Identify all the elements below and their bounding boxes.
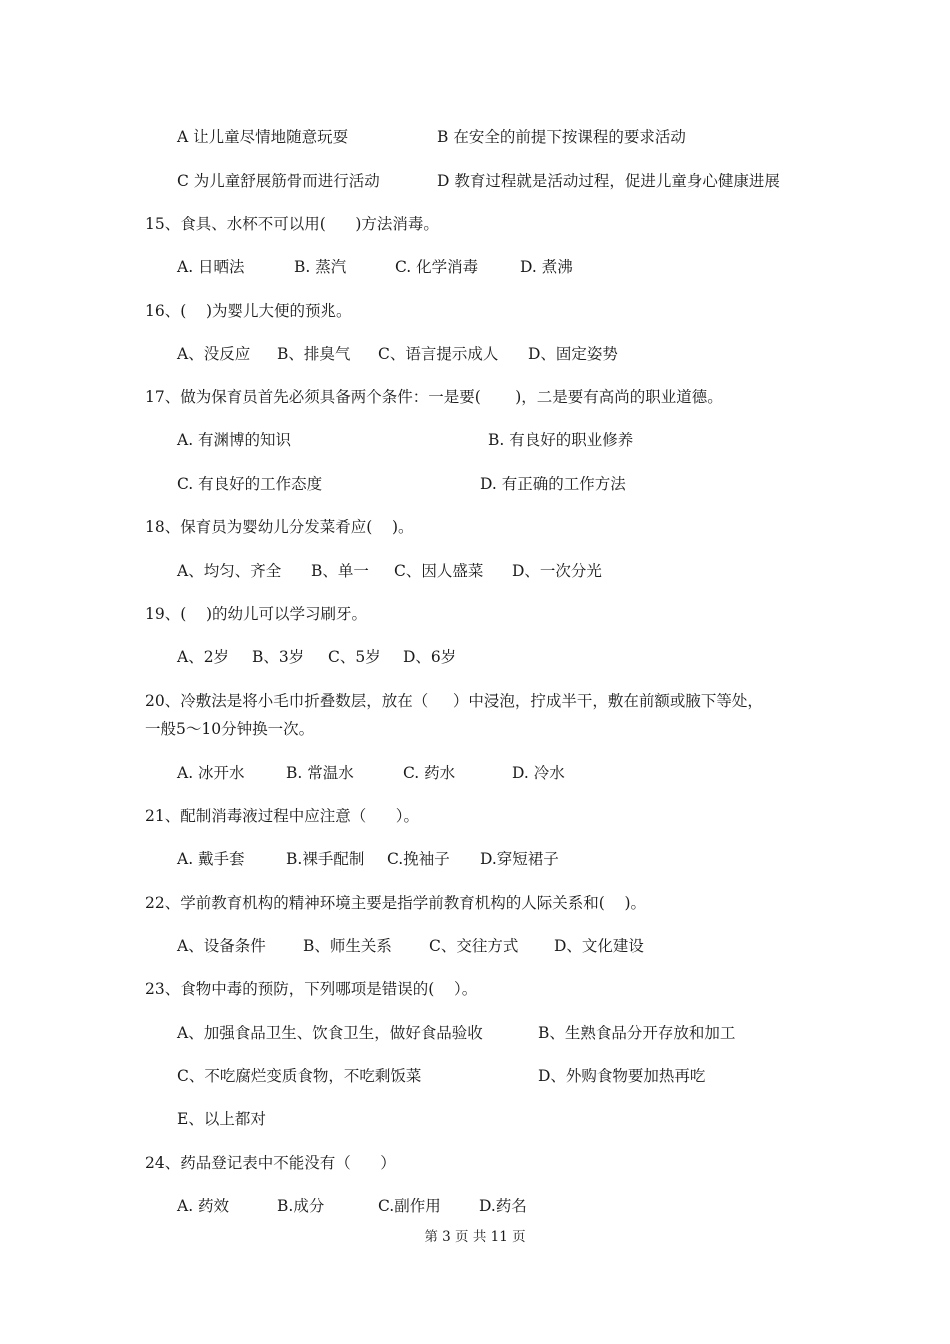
question-16: 16、( )为婴儿大便的预兆。 xyxy=(145,302,352,320)
q16-option-a: A、没反应 xyxy=(177,345,251,363)
page-number-footer: 第 3 页 共 11 页 xyxy=(424,1229,526,1245)
q21-option-d: D.穿短裙子 xyxy=(480,850,559,868)
q24-option-a: A. 药效 xyxy=(177,1197,230,1215)
q20-option-d: D. 冷水 xyxy=(512,764,565,782)
q20-option-c: C. 药水 xyxy=(403,764,456,782)
q21-option-b: B.裸手配制 xyxy=(286,850,365,868)
question-21: 21、配制消毒液过程中应注意（ ）。 xyxy=(145,807,420,825)
q15-option-b: B. 蒸汽 xyxy=(294,258,347,276)
q14-option-a: A 让儿童尽情地随意玩耍 xyxy=(177,128,349,146)
question-20: 20、冷敷法是将小毛巾折叠数层，放在（ ）中浸泡，拧成半干，敷在前额或腋下等处， xyxy=(145,692,763,710)
q17-option-b: B. 有良好的职业修养 xyxy=(488,431,634,449)
q23-option-c: C、不吃腐烂变质食物，不吃剩饭菜 xyxy=(177,1067,422,1085)
question-22: 22、学前教育机构的精神环境主要是指学前教育机构的人际关系和( )。 xyxy=(145,894,647,912)
q22-option-c: C、交往方式 xyxy=(429,937,519,955)
question-15: 15、食具、水杯不可以用( )方法消毒。 xyxy=(145,215,439,233)
q24-option-d: D.药名 xyxy=(479,1197,527,1215)
q17-option-d: D. 有正确的工作方法 xyxy=(480,475,626,493)
q23-option-b: B、生熟食品分开存放和加工 xyxy=(538,1024,736,1042)
q14-option-b: B 在安全的前提下按课程的要求活动 xyxy=(437,128,686,146)
q24-option-c: C.副作用 xyxy=(378,1197,441,1215)
q14-option-c: C 为儿童舒展筋骨而进行活动 xyxy=(177,172,380,190)
q19-option-c: C、5岁 xyxy=(328,648,381,666)
q16-option-c: C、语言提示成人 xyxy=(378,345,499,363)
q16-option-b: B、排臭气 xyxy=(277,345,351,363)
q20-option-a: A. 冰开水 xyxy=(177,764,245,782)
q14-option-d: D 教育过程就是活动过程，促进儿童身心健康进展 xyxy=(437,172,780,190)
q19-option-d: D、6岁 xyxy=(403,648,457,666)
q18-option-d: D、一次分光 xyxy=(512,562,602,580)
question-24: 24、药品登记表中不能没有（ ） xyxy=(145,1154,396,1172)
q15-option-c: C. 化学消毒 xyxy=(395,258,479,276)
q22-option-a: A、设备条件 xyxy=(177,937,266,955)
q20-option-b: B. 常温水 xyxy=(286,764,354,782)
question-19: 19、( )的幼儿可以学习刷牙。 xyxy=(145,605,368,623)
q17-option-c: C. 有良好的工作态度 xyxy=(177,475,323,493)
q23-option-a: A、加强食品卫生、饮食卫生，做好食品验收 xyxy=(177,1024,483,1042)
question-23: 23、食物中毒的预防，下列哪项是错误的( ）。 xyxy=(145,980,478,998)
q15-option-a: A. 日晒法 xyxy=(177,258,245,276)
question-17: 17、做为保育员首先必须具备两个条件：一是要( )，二是要有高尚的职业道德。 xyxy=(145,388,723,406)
q19-option-a: A、2岁 xyxy=(177,648,230,666)
q21-option-c: C.挽袖子 xyxy=(387,850,450,868)
question-20-continuation: 一般5～10分钟换一次。 xyxy=(145,720,315,738)
q18-option-b: B、单一 xyxy=(311,562,369,580)
q22-option-b: B、师生关系 xyxy=(303,937,392,955)
q15-option-d: D. 煮沸 xyxy=(520,258,573,276)
q22-option-d: D、文化建设 xyxy=(554,937,644,955)
q18-option-c: C、因人盛菜 xyxy=(394,562,484,580)
q23-option-e: E、以上都对 xyxy=(177,1110,266,1128)
q24-option-b: B.成分 xyxy=(277,1197,325,1215)
q21-option-a: A. 戴手套 xyxy=(177,850,245,868)
q16-option-d: D、固定姿势 xyxy=(528,345,618,363)
q17-option-a: A. 有渊博的知识 xyxy=(177,431,292,449)
q18-option-a: A、均匀、齐全 xyxy=(177,562,282,580)
question-18: 18、保育员为婴幼儿分发菜肴应( )。 xyxy=(145,518,414,536)
q23-option-d: D、外购食物要加热再吃 xyxy=(538,1067,706,1085)
q19-option-b: B、3岁 xyxy=(252,648,305,666)
